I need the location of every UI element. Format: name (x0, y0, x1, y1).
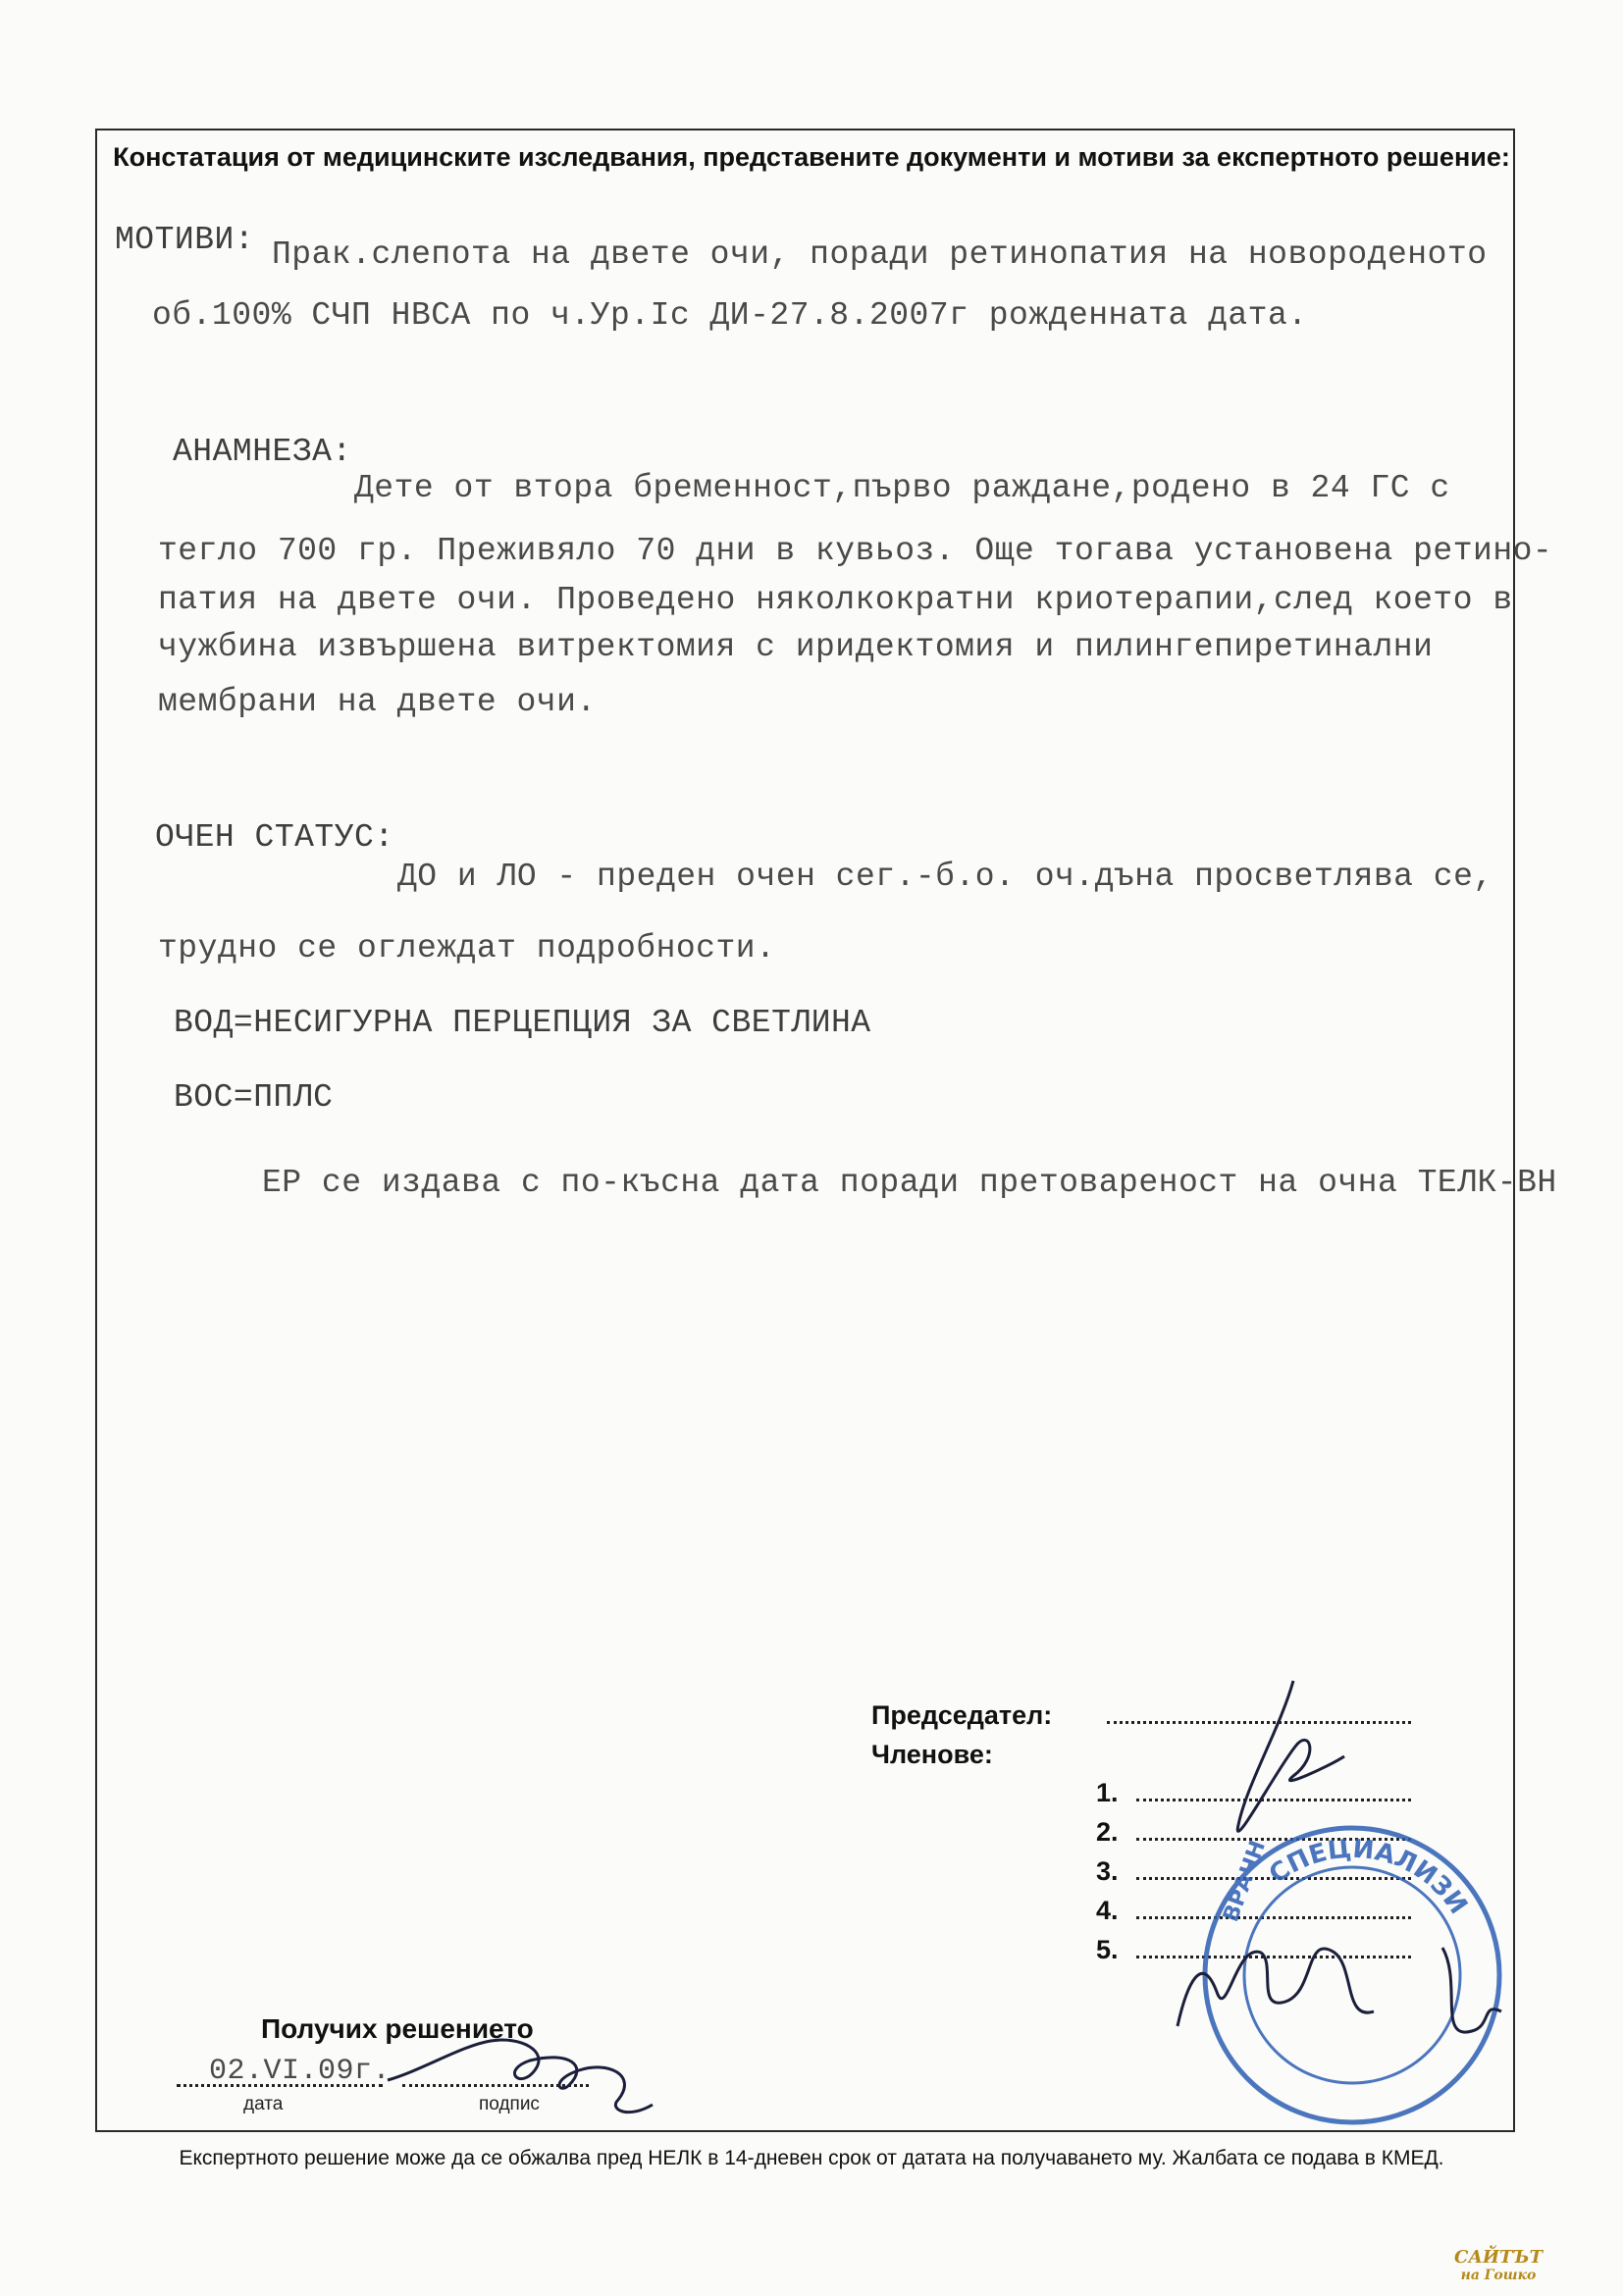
member-signatures (1178, 1948, 1501, 2032)
anamnesis-label: АНАМНЕЗА: (173, 434, 352, 470)
vod-line: ВОД=НЕСИГУРНА ПЕРЦЕПЦИЯ ЗА СВЕТЛИНА (174, 1005, 871, 1041)
anamnesis-line-4: чужбина извършена витректомия с иридектомия и пилингепиретинални (158, 629, 1434, 665)
member-3-number: 3. (1096, 1856, 1119, 1886)
eye-status-line-1: ДО и ЛО - преден очен сег.-б.о. оч.дъна просветлява се, (397, 859, 1493, 895)
chair-signature (1237, 1681, 1344, 1831)
chair-label: Председател: (871, 1700, 1053, 1730)
footer-note: Експертното решение може да се обжалва пред НЕЛК в 14-дневен срок от датата на получаването му. Жалбата се подава в КМЕД. (179, 2147, 1444, 2169)
receipt-date-value: 02.VI.09г. (209, 2055, 392, 2088)
member-1-number: 1. (1096, 1778, 1119, 1807)
motives-line-1: Прак.слепота на двете очи, поради ретинопатия на новороденото (272, 236, 1488, 273)
anamnesis-line-5: мембрани на двете очи. (158, 684, 597, 720)
stamp-text-left: ВРАЧН (1219, 1837, 1272, 1926)
motives-label: МОТИВИ: (115, 222, 255, 258)
anamnesis-line-2: тегло 700 гр. Преживяло 70 дни в кувьоз. Още тогава установена ретино- (158, 533, 1553, 569)
motives-line-2: об.100% СЧП НВСА по ч.Ур.Iс ДИ-27.8.2007г рожденната дата. (152, 297, 1308, 334)
watermark-line-2: на Гошко (1460, 2268, 1537, 2283)
anamnesis-line-1: Дете от втора бременност,първо раждане,родено в 24 ГС с (354, 470, 1450, 506)
member-2-number: 2. (1096, 1817, 1119, 1847)
members-label: Членове: (871, 1740, 993, 1769)
receipt-signature-label: подпис (479, 2094, 540, 2114)
member-4-number: 4. (1096, 1896, 1119, 1925)
vos-line: ВОС=ППЛС (174, 1079, 334, 1116)
official-stamp (1205, 1828, 1499, 2122)
stamp-text-top: СПЕЦИАЛИЗИ (1264, 1834, 1473, 1920)
receipt-date-label: дата (243, 2094, 284, 2114)
receipt-title: Получих решението (261, 2013, 534, 2044)
page-header: Констатация от медицинските изследвания, представените документи и мотиви за експертното решение: (113, 142, 1510, 172)
watermark-line-1: САЙТЪТ (1454, 2247, 1543, 2268)
svg-text:СПЕЦИАЛИЗИ (1264, 1835, 1473, 1920)
eye-status-line-2: трудно се оглеждат подробности. (158, 930, 776, 966)
member-5-number: 5. (1096, 1935, 1119, 1964)
anamnesis-line-3: патия на двете очи. Проведено няколкократни криотерапии,след което в (158, 582, 1513, 618)
eye-status-note: ЕР се издава с по-късна дата поради претовареност на очна ТЕЛК-ВН (262, 1165, 1557, 1201)
eye-status-label: ОЧЕН СТАТУС: (155, 819, 394, 856)
site-watermark (1454, 2249, 1543, 2284)
receipt-signature (388, 2040, 653, 2113)
